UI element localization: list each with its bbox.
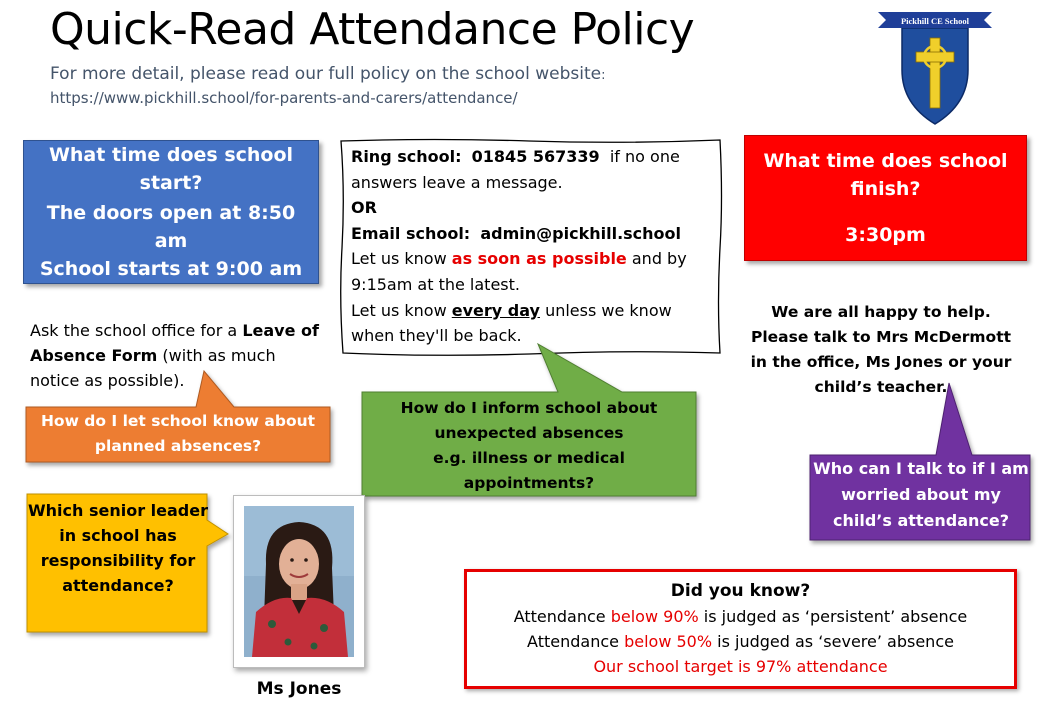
- soon-highlight: as soon as possible: [451, 249, 627, 269]
- help-line-4: child’s teacher.: [814, 378, 948, 396]
- line2-b: is judged as ‘severe’ absence: [712, 632, 954, 651]
- worried-question: Who can I talk to if I am worried about my child’s attendance?: [813, 459, 1029, 530]
- everyday-a: Let us know: [351, 300, 452, 320]
- logo-banner-text: Pickhill CE School: [900, 16, 970, 26]
- did-you-know-title: Did you know?: [670, 581, 811, 601]
- ring-label: Ring school:: [351, 147, 462, 166]
- leave-text-a: Ask the school office for a: [30, 321, 243, 340]
- or-text: OR: [351, 198, 377, 218]
- school-email: admin@pickhill.school: [480, 223, 682, 243]
- did-you-know-box: [464, 569, 1017, 689]
- ring-rest-b: answers leave a message.: [351, 172, 563, 192]
- line2-a: Attendance: [527, 632, 625, 651]
- severe-absence-line: [467, 629, 1014, 654]
- policy-url: https://www.pickhill.school/for-parents-and-carers/attendance/: [50, 89, 518, 107]
- subtitle-colon: :: [601, 68, 606, 83]
- school-target-line: Our school target is 97% attendance: [593, 657, 888, 676]
- ms-jones-photo: [244, 506, 354, 657]
- school-finish-time: 3:30pm: [845, 224, 926, 246]
- planned-absence-question: How do I let school know about planned absences?: [40, 412, 316, 455]
- school-start-time: School starts at 9:00 am: [39, 258, 303, 280]
- doors-open-time: The doors open at 8:50 am: [46, 202, 296, 252]
- leave-text-b: (with as much notice as possible).: [30, 346, 276, 390]
- start-question: What time does school start?: [48, 144, 294, 194]
- help-line-1: We are all happy to help.: [771, 303, 991, 321]
- soon-c: 9:15am at the latest.: [351, 274, 520, 294]
- finish-question: What time does school finish?: [763, 150, 1008, 200]
- soon-b: and by: [626, 249, 687, 269]
- everyday-c: when they'll be back.: [351, 326, 522, 346]
- school-phone: 01845 567339: [471, 147, 600, 166]
- everyday-highlight: every day: [451, 300, 540, 320]
- help-line-2: Please talk to Mrs McDermott: [750, 328, 1012, 346]
- ring-rest-a: if no one: [609, 147, 680, 166]
- leave-form-name: Leave of Absence Form: [30, 321, 319, 365]
- line1-a: Attendance: [513, 607, 611, 626]
- email-label: Email school:: [351, 223, 471, 243]
- photo-caption: Ms Jones: [256, 679, 342, 699]
- persistent-absence-line: [467, 604, 1014, 629]
- line1-b: is judged as ‘persistent’ absence: [698, 607, 968, 626]
- everyday-b: unless we know: [539, 300, 672, 320]
- subtitle-text: For more detail, please read our full policy on the school website: [50, 64, 602, 84]
- soon-a: Let us know: [351, 249, 452, 269]
- unexpected-line-2: unexpected absences: [434, 424, 624, 442]
- unexpected-line-1: How do I inform school about: [400, 399, 658, 417]
- line1-highlight: below 90%: [610, 607, 699, 626]
- photo-frame: [233, 495, 365, 668]
- help-line-3: in the office, Ms Jones or your: [750, 353, 1012, 371]
- unexpected-line-4: appointments?: [463, 474, 595, 492]
- unexpected-absence-question: [362, 396, 696, 496]
- unexpected-line-3: e.g. illness or medical: [433, 449, 625, 467]
- line2-highlight: below 50%: [624, 632, 713, 651]
- page-title: Quick-Read Attendance Policy: [50, 4, 695, 55]
- senior-leader-question: Which senior leader in school has responsibility for attendance?: [28, 501, 208, 595]
